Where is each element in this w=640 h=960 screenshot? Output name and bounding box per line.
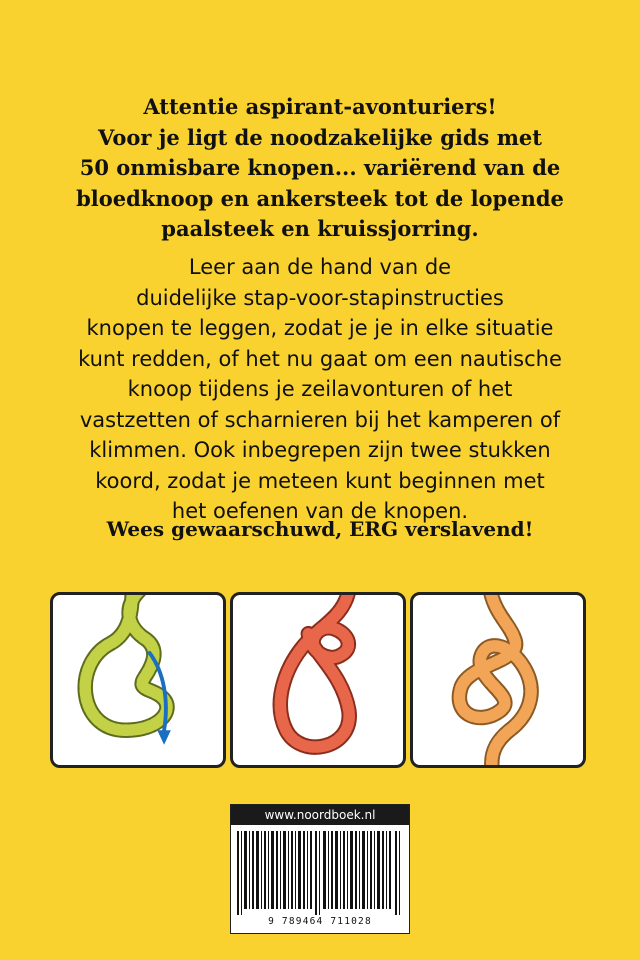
publisher-url: www.noordboek.nl — [231, 805, 409, 825]
description-line: Leer aan de hand van de — [188, 255, 452, 279]
description-line: vastzetten of scharnieren bij het kamperen of — [79, 407, 561, 432]
intro-line: paalsteek en kruissjorring. — [161, 216, 479, 241]
knot-card-slip — [230, 592, 406, 768]
intro-paragraph — [40, 92, 600, 245]
description-line: koord, zodat je meteen kunt beginnen met — [95, 468, 545, 493]
description-paragraph — [30, 252, 610, 527]
intro-line: 50 onmisbare knopen... variërend van de — [79, 155, 561, 180]
knot-card-figure-eight — [410, 592, 586, 768]
intro-line: bloedknoop en ankersteek tot de lopende — [76, 185, 564, 211]
knot-card-overhand — [50, 592, 226, 768]
description-line: knopen te leggen, zodat je je in elke situatie — [86, 316, 554, 340]
description-line: klimmen. Ook inbegrepen zijn twee stukken — [89, 438, 551, 462]
description-line: duidelijke stap-voor-stapinstructies — [136, 285, 504, 310]
intro-line: Attentie aspirant-avonturiers! — [143, 94, 497, 119]
barcode-icon — [237, 831, 403, 915]
description-line: het oefenen van de knopen. — [171, 499, 469, 523]
description-line: knoop tijdens je zeilavonturen of het — [127, 377, 513, 401]
figure-eight-knot-icon — [413, 595, 583, 765]
description-line: kunt redden, of het nu gaat om een nautische — [78, 346, 562, 371]
barcode-label — [230, 804, 410, 934]
warning-text: Wees gewaarschuwd, ERG verslavend! — [106, 517, 534, 541]
intro-line: Voor je ligt de noodzakelijke gids met — [98, 124, 542, 150]
slip-knot-icon — [233, 595, 403, 765]
overhand-knot-icon — [53, 595, 223, 765]
isbn-number: 9 789464 711028 — [268, 916, 372, 927]
